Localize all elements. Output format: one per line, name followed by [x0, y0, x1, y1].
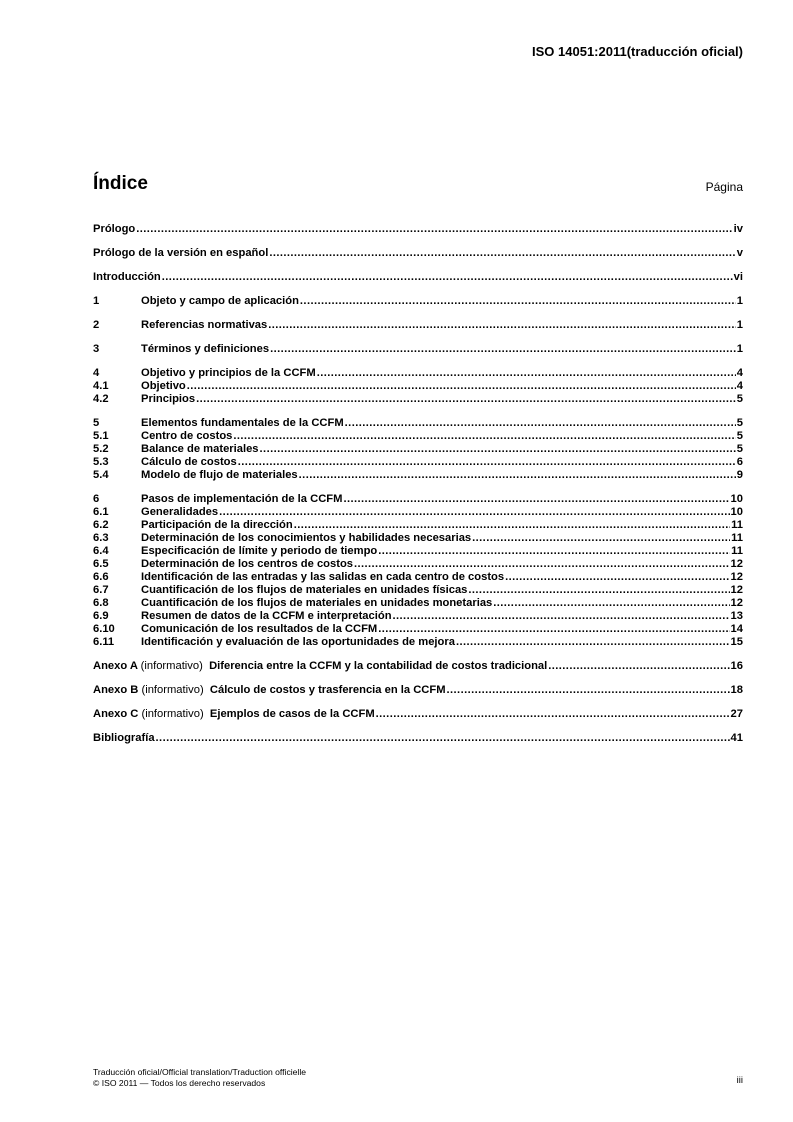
- toc-annex-label: Anexo C: [93, 708, 139, 720]
- toc-dot-leader: [468, 584, 729, 597]
- toc-entry[interactable]: [93, 367, 743, 380]
- toc-entry-title: Objetivo: [141, 380, 186, 392]
- toc-annex-heading: [93, 660, 547, 673]
- toc-annex-title: Cálculo de costos y trasferencia en la CCFM: [209, 684, 446, 696]
- toc-entry-page: iv: [733, 223, 743, 235]
- toc-dot-leader: [393, 610, 730, 623]
- toc-entry[interactable]: [93, 506, 743, 519]
- toc-entry-page: 41: [730, 732, 743, 744]
- toc-entry-number: 6.5: [93, 558, 109, 570]
- toc-entry-number: 5.4: [93, 469, 109, 481]
- toc-entry[interactable]: [93, 610, 743, 623]
- toc-annex-heading: [93, 684, 446, 697]
- toc-entry-title: Bibliografía: [93, 732, 155, 744]
- toc-entry[interactable]: [93, 545, 743, 558]
- toc-entry-title: Objeto y campo de aplicación: [141, 295, 299, 307]
- toc-dot-leader: [493, 597, 729, 610]
- toc-entry[interactable]: [93, 584, 743, 597]
- toc-dot-leader: [156, 732, 730, 745]
- toc-annex-heading: [93, 708, 375, 721]
- toc-entry-title: Términos y definiciones: [141, 343, 270, 355]
- toc-entry-page: 12: [730, 571, 743, 583]
- toc-entry-number: 5.3: [93, 456, 109, 468]
- toc-entry-page: 9: [736, 469, 743, 481]
- toc-annex-title: Ejemplos de casos de la CCFM: [209, 708, 375, 720]
- toc-entry[interactable]: [93, 393, 743, 406]
- toc-dot-leader: [376, 708, 730, 721]
- toc-annex-label: Anexo B: [93, 684, 139, 696]
- toc-dot-leader: [378, 623, 729, 636]
- toc-entry-title: Generalidades: [141, 506, 219, 518]
- toc-entry[interactable]: [93, 247, 743, 260]
- toc-entry[interactable]: [93, 223, 743, 236]
- toc-entry[interactable]: [93, 636, 743, 649]
- toc-entry[interactable]: [93, 571, 743, 584]
- toc-entry-title: Objetivo y principios de la CCFM: [141, 367, 316, 379]
- toc-entry[interactable]: [93, 519, 743, 532]
- toc-entry[interactable]: [93, 623, 743, 636]
- toc-dot-leader: [456, 636, 730, 649]
- toc-entry-number: 4: [93, 367, 100, 379]
- toc-annex-note: (informativo): [140, 660, 203, 672]
- toc-entry-title: Principios: [141, 393, 196, 405]
- toc-entry-number: 1: [93, 295, 100, 307]
- toc-dot-leader: [219, 506, 729, 519]
- toc-entry[interactable]: [93, 443, 743, 456]
- toc-entry-page: 15: [730, 636, 743, 648]
- toc-entry-number: 6.7: [93, 584, 109, 596]
- toc-entry-number: 6.6: [93, 571, 109, 583]
- toc-entry-title: Referencias normativas: [141, 319, 268, 331]
- toc-annex-note: (informativo): [141, 684, 204, 696]
- toc-entry-number: 6.2: [93, 519, 109, 531]
- toc-entry-number: 6.1: [93, 506, 109, 518]
- toc-entry-page: 4: [736, 367, 743, 379]
- toc-entry-page: v: [736, 247, 743, 259]
- toc-entry-page: 16: [730, 660, 743, 672]
- toc-entry[interactable]: [93, 380, 743, 393]
- toc-entry-page: vi: [733, 271, 743, 283]
- toc-entry-page: 27: [730, 708, 743, 720]
- toc-entry-number: 5: [93, 417, 100, 429]
- toc-dot-leader: [343, 493, 729, 506]
- toc-entry-title: Prólogo de la versión en español: [93, 247, 269, 259]
- toc-entry-title: Elementos fundamentales de la CCFM: [141, 417, 344, 429]
- toc-entry-page: 1: [736, 295, 743, 307]
- toc-entry-title: Resumen de datos de la CCFM e interpretación: [141, 610, 392, 622]
- toc-entry-page: 5: [736, 430, 743, 442]
- toc-entry-title: Balance de materiales: [141, 443, 259, 455]
- toc-dot-leader: [136, 223, 732, 236]
- toc-entry-title: Prólogo: [93, 223, 136, 235]
- toc-dot-leader: [268, 319, 736, 332]
- toc-dot-leader: [269, 247, 735, 260]
- toc-entry-title: Cuantificación de los flujos de materiales en unidades físicas: [141, 584, 468, 596]
- toc-dot-leader: [354, 558, 730, 571]
- toc-dot-leader: [447, 684, 730, 697]
- toc-entry[interactable]: [93, 532, 743, 545]
- table-of-contents: [93, 223, 743, 745]
- toc-entry-title: Modelo de flujo de materiales: [141, 469, 298, 481]
- toc-annex-title: Diferencia entre la CCFM y la contabilidad de costos tradicional: [209, 660, 548, 672]
- toc-entry-number: 6.10: [93, 623, 115, 635]
- toc-entry[interactable]: [93, 271, 743, 284]
- toc-entry-page: 13: [730, 610, 743, 622]
- toc-annex-label: Anexo A: [93, 660, 138, 672]
- toc-entry[interactable]: [93, 558, 743, 571]
- toc-annex-entry[interactable]: [93, 708, 743, 721]
- toc-dot-leader: [196, 393, 736, 406]
- toc-entry-title: Comunicación de los resultados de la CCFM: [141, 623, 378, 635]
- toc-annex-entry[interactable]: [93, 684, 743, 697]
- toc-entry-page: 6: [736, 456, 743, 468]
- toc-entry-title: Cálculo de costos: [141, 456, 237, 468]
- toc-dot-leader: [270, 343, 736, 356]
- toc-entry[interactable]: [93, 319, 743, 332]
- toc-dot-leader: [233, 430, 735, 443]
- toc-entry-title: Especificación de límite y periodo de tiempo: [141, 545, 378, 557]
- toc-entry-number: 5.1: [93, 430, 109, 442]
- toc-entry-number: 4.2: [93, 393, 109, 405]
- document-identifier: ISO 14051:2011(traducción oficial): [532, 44, 743, 59]
- toc-entry-number: 5.2: [93, 443, 109, 455]
- toc-dot-leader: [299, 469, 736, 482]
- toc-entry-page: 4: [736, 380, 743, 392]
- toc-dot-leader: [505, 571, 729, 584]
- toc-dot-leader: [345, 417, 736, 430]
- toc-entry-title: Determinación de los centros de costos: [141, 558, 353, 570]
- toc-entry[interactable]: [93, 430, 743, 443]
- toc-entry-number: 3: [93, 343, 100, 355]
- toc-dot-leader: [300, 295, 736, 308]
- toc-entry-page: 5: [736, 443, 743, 455]
- toc-dot-leader: [162, 271, 733, 284]
- toc-entry-title: Identificación de las entradas y las salidas en cada centro de costos: [141, 571, 505, 583]
- toc-entry-number: 6: [93, 493, 100, 505]
- page-number: iii: [736, 1075, 743, 1086]
- toc-entry-page: 1: [736, 343, 743, 355]
- toc-entry-page: 12: [730, 597, 743, 609]
- toc-entry-number: 2: [93, 319, 100, 331]
- toc-entry-number: 6.3: [93, 532, 109, 544]
- toc-dot-leader: [260, 443, 736, 456]
- toc-dot-leader: [187, 380, 736, 393]
- toc-dot-leader: [378, 545, 730, 558]
- toc-entry[interactable]: [93, 417, 743, 430]
- footer-copyright: © ISO 2011 — Todos los derecho reservados: [93, 1078, 266, 1088]
- toc-entry-title: Participación de la dirección: [141, 519, 293, 531]
- toc-entry-page: 11: [731, 545, 743, 557]
- toc-entry[interactable]: [93, 343, 743, 356]
- toc-dot-leader: [472, 532, 730, 545]
- toc-entry-page: 10: [730, 493, 743, 505]
- footer-translation-note: Traducción oficial/Official translation/Traduction officielle: [93, 1067, 307, 1077]
- toc-annex-note: (informativo): [141, 708, 204, 720]
- toc-entry-title: Identificación y evaluación de las oportunidades de mejora: [141, 636, 455, 648]
- toc-dot-leader: [294, 519, 730, 532]
- toc-dot-leader: [238, 456, 736, 469]
- toc-entry-title: Determinación de los conocimientos y habilidades necesarias: [141, 532, 472, 544]
- toc-entry-title: Cuantificación de los flujos de materiales en unidades monetarias: [141, 597, 493, 609]
- toc-entry-title: Centro de costos: [141, 430, 233, 442]
- toc-entry-page: 5: [736, 393, 743, 405]
- toc-entry-title: Pasos de implementación de la CCFM: [141, 493, 343, 505]
- toc-entry[interactable]: [93, 456, 743, 469]
- toc-entry-title: Introducción: [93, 271, 161, 283]
- toc-entry-page: 11: [731, 532, 743, 544]
- toc-page-label: Página: [705, 180, 743, 194]
- toc-entry-number: 4.1: [93, 380, 109, 392]
- toc-entry-number: 6.4: [93, 545, 109, 557]
- toc-entry[interactable]: [93, 493, 743, 506]
- toc-entry-page: 18: [730, 684, 743, 696]
- toc-dot-leader: [317, 367, 736, 380]
- toc-entry-page: 12: [730, 558, 743, 570]
- toc-entry[interactable]: [93, 597, 743, 610]
- toc-entry-number: 6.8: [93, 597, 109, 609]
- toc-entry-page: 11: [731, 519, 743, 531]
- toc-entry-page: 10: [730, 506, 743, 518]
- toc-entry[interactable]: [93, 469, 743, 482]
- toc-title: Índice: [93, 173, 148, 194]
- toc-annex-entry[interactable]: [93, 660, 743, 673]
- toc-entry[interactable]: [93, 295, 743, 308]
- toc-entry-page: 12: [730, 584, 743, 596]
- toc-entry-page: 5: [736, 417, 743, 429]
- toc-entry-page: 14: [730, 623, 743, 635]
- toc-entry-number: 6.11: [93, 636, 115, 648]
- toc-entry-number: 6.9: [93, 610, 109, 622]
- toc-dot-leader: [548, 660, 729, 673]
- toc-bibliography-entry[interactable]: [93, 732, 743, 745]
- toc-entry-page: 1: [736, 319, 743, 331]
